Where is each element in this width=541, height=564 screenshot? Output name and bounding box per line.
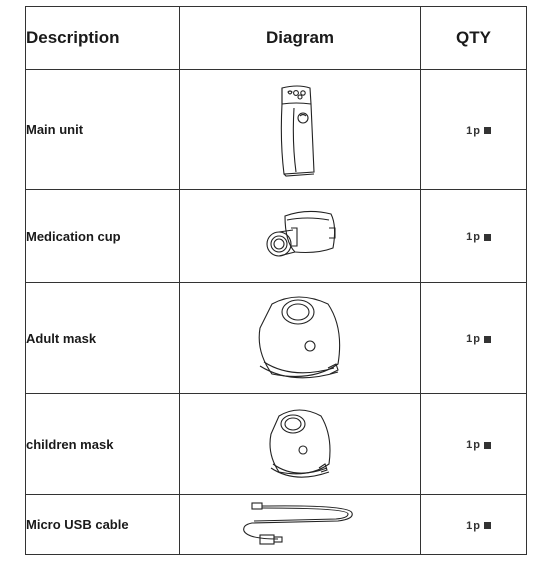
header-row: [26, 7, 527, 70]
qty-text: 1p: [466, 124, 481, 137]
main-unit-icon: [270, 82, 330, 178]
row-diagram: [180, 495, 421, 555]
row-diagram: [180, 283, 421, 394]
header-description: Description: [26, 7, 180, 70]
row-description: Adult mask: [26, 283, 180, 394]
table-row: [26, 190, 527, 283]
qty-square-icon: [484, 127, 491, 134]
qty-text: 1p: [466, 231, 481, 243]
parts-table: [25, 6, 527, 555]
qty-square-icon: [484, 522, 491, 529]
row-description: Medication cup: [26, 190, 180, 283]
row-qty: [421, 283, 527, 394]
header-qty: QTY: [421, 7, 527, 70]
row-qty: [421, 394, 527, 495]
header-diagram: Diagram: [180, 7, 421, 70]
row-description: children mask: [26, 394, 180, 495]
usb-cable-icon: [238, 499, 362, 551]
medication-cup-icon: [257, 206, 343, 266]
qty-square-icon: [484, 442, 491, 449]
adult-mask-icon: [252, 292, 348, 384]
row-qty: [421, 495, 527, 555]
qty-text: 1p: [466, 333, 481, 345]
children-mask-icon: [265, 406, 335, 482]
table-row: [26, 70, 527, 190]
table-row: [26, 495, 527, 555]
row-diagram: [180, 70, 421, 190]
qty-square-icon: [484, 234, 491, 241]
row-description: Micro USB cable: [26, 495, 180, 555]
qty-text: 1p: [466, 519, 481, 532]
row-diagram: [180, 190, 421, 283]
row-qty: [421, 190, 527, 283]
qty-square-icon: [484, 336, 491, 343]
row-diagram: [180, 394, 421, 495]
row-description: Main unit: [26, 70, 180, 190]
table-row: [26, 283, 527, 394]
row-qty: [421, 70, 527, 190]
table-row: [26, 394, 527, 495]
qty-text: 1p: [466, 439, 481, 451]
